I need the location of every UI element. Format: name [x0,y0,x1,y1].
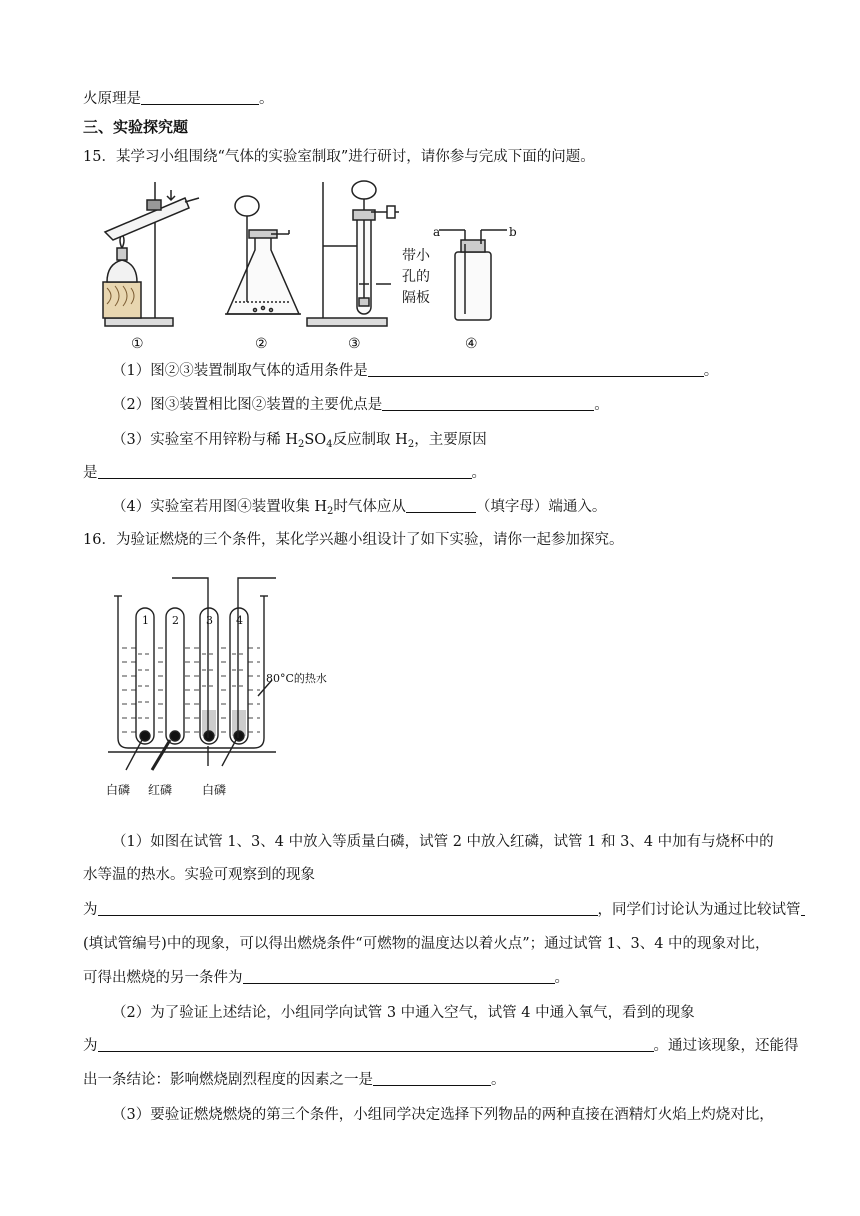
q15-p1: （1）图②③装置制取气体的适用条件是 。 [112,363,719,379]
q15-p3: （3）实验室不用锌粉与稀 $H_2SO_4$反应制取 $H_2$，主要原因 [112,432,487,450]
bottom-label-1: 白磷 [106,783,131,797]
plate-label-1: 带小 [402,248,430,264]
tube-label-1: 1 [142,614,149,627]
q16-p2-b: 为 。通过该现象，还能得 [83,1038,799,1054]
q16-stem: 16．为验证燃烧的三个条件，某化学兴趣小组设计了如下实验，请你一起参加探究。 [83,532,624,548]
answer-blank[interactable] [368,361,704,377]
q15-stem: 15．某学习小组围绕“气体的实验室制取”进行研讨，请你参与完成下面的问题。 [83,149,595,165]
answer-blank[interactable] [98,1036,654,1052]
plate-label-2: 孔的 [402,269,430,285]
fig-label-3: ③ [348,336,361,352]
q16-p1-b: 水等温的热水。实验可观察到的现象 [83,867,315,883]
answer-blank[interactable] [98,900,598,916]
prev-question-tail: 火原理是 。 [83,91,274,107]
port-a-label: a [433,225,441,239]
q16-p1-c: 为 ，同学们讨论认为通过比较试管 [83,900,805,920]
q16-p1-d: (填试管编号)中的现象，可以得出燃烧条件“可燃物的温度达以着火点”；通过试管 1、3、4 中的现象对比， [83,936,770,952]
q16-p2-a: （2）为了验证上述结论，小组同学向试管 3 中通入空气，试管 4 中通入氧气，看到的现象 [112,1005,695,1021]
answer-blank[interactable] [373,1070,491,1086]
apparatus-2-flask [225,196,301,314]
bottom-label-3: 白磷 [202,783,227,797]
q15-p4: （4）实验室若用图④装置收集 $H_2$时气体应从 （填字母）端通入。 [112,499,607,517]
q15-apparatus-figure [95,174,535,354]
q16-p1-a: （1）如图在试管 1、3、4 中放入等质量白磷，试管 2 中放入红磷，试管 1 和 3、4 中加有与烧杯中的 [112,834,774,850]
plate-label-3: 隔板 [402,290,430,306]
answer-blank[interactable] [141,89,259,105]
tube-label-4: 4 [236,614,243,627]
answer-blank[interactable] [801,900,805,916]
q16-p3: （3）要验证燃烧燃烧的第三个条件，小组同学决定选择下列物品的两种直接在酒精灯火焰上灼烧对比， [112,1107,774,1123]
q16-p1-e: 可得出燃烧的另一条件为 。 [83,970,569,986]
port-b-label: b [509,225,517,239]
tube-label-2: 2 [172,614,179,627]
water-label: 80°C的热水 [266,672,327,685]
section-title: 三、实验探究题 [83,118,189,136]
answer-blank[interactable] [382,395,594,411]
fig-label-2: ② [255,336,268,352]
bottom-label-2: 红磷 [148,783,173,797]
q15-p3-cont: 是 。 [83,465,486,481]
tube-label-3: 3 [206,614,213,627]
q16-p2-c: 出一条结论：影响燃烧剧烈程度的因素之一是 。 [83,1072,506,1088]
q16-combustion-figure [100,570,360,802]
answer-blank[interactable] [98,463,472,479]
q15-p2: （2）图③装置相比图②装置的主要优点是 。 [112,397,609,413]
apparatus-1-heating [103,182,199,326]
fig-label-1: ① [131,336,144,352]
apparatus-3-stand [307,181,399,326]
apparatus-4-bottle [439,230,507,320]
fig-label-4: ④ [465,336,478,352]
answer-blank[interactable] [406,497,476,513]
answer-blank[interactable] [243,968,555,984]
